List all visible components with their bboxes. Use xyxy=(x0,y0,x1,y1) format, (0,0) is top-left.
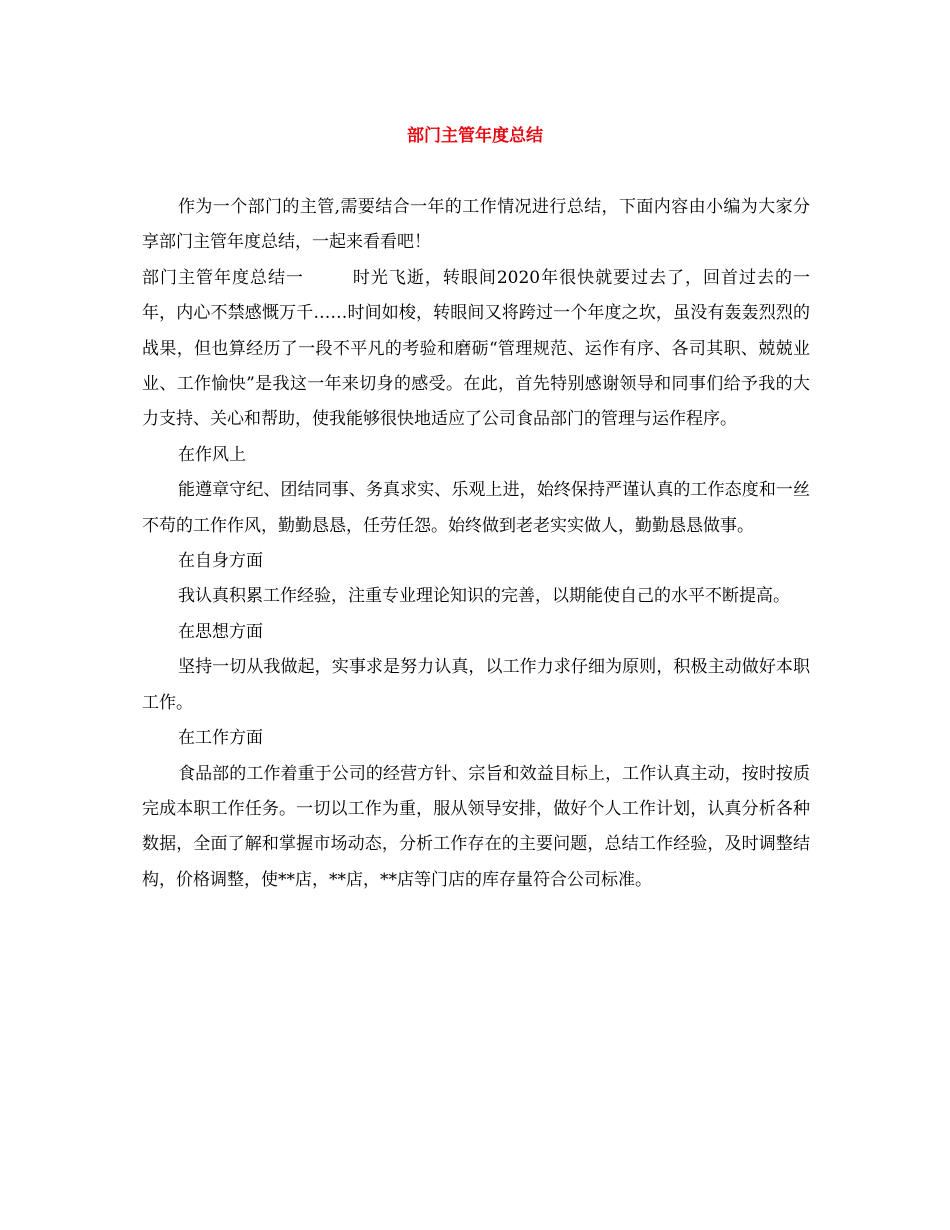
work-heading: 在工作方面 xyxy=(178,728,263,749)
section-one-text: 时光飞逝，转眼间2020年很快就要过去了，回首过去的一年，内心不禁感慨万千……时间如梭，转眼间又将跨过一个年度之坎，虽没有轰轰烈烈的战果，但也算经历了一段不平凡的考验和磨砺“管理规范、运作有序、各司其职、兢兢业业、工作愉快”是我这一年来切身的感受。在此，首先特别感谢领导和同事们给予我的大力支持、关心和帮助，使我能够很快地适应了公司食品部门的管理与运作程序。 xyxy=(142,267,811,430)
thought-paragraph: 坚持一切从我做起，实事求是努力认真，以工作力求仔细为原则，积极主动做好本职工作。 xyxy=(142,657,810,713)
work-paragraph: 食品部的工作着重于公司的经营方针、宗旨和效益目标上，工作认真主动，按时按质完成本职工作任务。一切以工作为重，服从领导安排，做好个人工作计划，认真分析各种数据，全面了解和掌握市场动态，分析工作存在的主要问题，总结工作经验，及时调整结构，价格调整，使**店，**店，**店等门店的库存量符合公司标准。 xyxy=(142,763,810,890)
self-paragraph: 我认真积累工作经验，注重专业理论知识的完善，以期能使自己的水平不断提高。 xyxy=(178,586,790,607)
style-heading: 在作风上 xyxy=(178,444,246,465)
intro-paragraph: 作为一个部门的主管,需要结合一年的工作情况进行总结，下面内容由小编为大家分享部门主管年度总结，一起来看看吧！ xyxy=(142,197,810,253)
section-one-paragraph xyxy=(142,261,810,438)
section-one-label: 部门主管年度总结一 xyxy=(142,267,304,288)
style-paragraph: 能遵章守纪、团结同事、务真求实、乐观上进，始终保持严谨认真的工作态度和一丝不苟的工作作风，勤勤恳恳，任劳任怨。始终做到老老实实做人，勤勤恳恳做事。 xyxy=(142,480,810,536)
document-title: 部门主管年度总结 xyxy=(407,126,543,146)
document-body xyxy=(142,190,810,898)
thought-heading: 在思想方面 xyxy=(178,621,263,642)
self-heading: 在自身方面 xyxy=(178,551,263,572)
